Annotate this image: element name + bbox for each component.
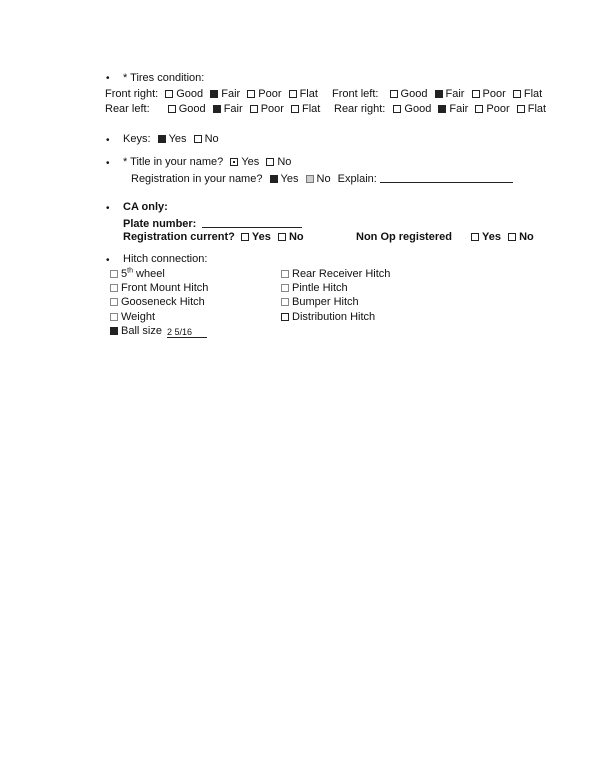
nonop-yes-label: Yes [482,231,501,243]
tires-heading: * Tires condition: [123,72,205,84]
bullet: • [106,135,110,146]
front-right-label: Front right: [105,88,159,100]
keys-no-checkbox[interactable] [194,135,202,143]
weight-label: Weight [121,311,156,323]
title-no-label: No [277,156,292,168]
reg-current-no-label: No [288,231,304,243]
rear-left-fair-checkbox[interactable] [213,105,221,113]
title-yes-checkbox[interactable] [230,158,238,166]
front-left-fair-checkbox[interactable] [435,90,443,98]
rear-receiver-checkbox[interactable] [281,270,289,278]
bumper-checkbox[interactable] [281,298,289,306]
hitch-weight-option[interactable] [110,311,155,324]
distribution-checkbox[interactable] [281,313,289,321]
pintle-checkbox[interactable] [281,284,289,292]
front-left-good-checkbox[interactable] [390,90,398,98]
hitch-distribution-option[interactable] [281,311,375,324]
good-label: Good [178,103,206,115]
rear-left-label: Rear left: [105,103,150,115]
fifth-wheel-sup: th [127,267,133,275]
bumper-label: Bumper Hitch [292,296,359,308]
nonop-label: Non Op registered [356,231,452,243]
ball-size-label: Ball size [121,325,162,337]
front-left-flat-checkbox[interactable] [513,90,521,98]
hitch-rear-receiver-option[interactable] [281,268,390,281]
distribution-label: Distribution Hitch [292,311,376,323]
bullet: • [106,203,110,214]
flat-label: Flat [523,88,543,100]
keys-label: Keys: [123,133,151,145]
fair-label: Fair [449,103,469,115]
flat-label: Flat [527,103,547,115]
flat-label: Flat [302,103,321,115]
ca-heading: CA only: [123,201,168,213]
hitch-heading: Hitch connection: [123,253,208,265]
reg-current-no-checkbox[interactable] [278,233,286,241]
reg-current-yes-label: Yes [251,231,271,243]
title-yes-label: Yes [241,156,260,168]
fair-label: Fair [445,88,465,100]
good-label: Good [404,103,432,115]
hitch-bumper-option[interactable] [281,296,359,309]
plate-label: Plate number: [123,218,197,230]
poor-label: Poor [482,88,506,100]
bullet: • [106,158,110,169]
front-left-label: Front left: [332,88,379,100]
title-no-checkbox[interactable] [266,158,274,166]
front-left-poor-checkbox[interactable] [472,90,480,98]
keys-row [123,133,219,146]
hitch-ball-size-option[interactable] [110,325,207,338]
gooseneck-label: Gooseneck Hitch [121,296,205,308]
weight-checkbox[interactable] [110,313,118,321]
title-label: * Title in your name? [123,156,224,168]
bullet: • [106,73,110,84]
rear-left-good-checkbox[interactable] [168,105,176,113]
registration-yes-label: Yes [280,173,299,185]
rear-left-flat-checkbox[interactable] [291,105,299,113]
front-right-fair-checkbox[interactable] [210,90,218,98]
poor-label: Poor [486,103,510,115]
tires-rear-right-row [334,103,550,116]
nonop-yes-checkbox[interactable] [471,233,479,241]
good-label: Good [176,88,204,100]
nonop-no-checkbox[interactable] [508,233,516,241]
rear-right-poor-checkbox[interactable] [475,105,483,113]
rear-right-good-checkbox[interactable] [393,105,401,113]
keys-no-label: No [204,133,219,145]
rear-right-label: Rear right: [334,103,386,115]
bullet: • [106,255,110,266]
front-right-poor-checkbox[interactable] [247,90,255,98]
ball-size-field[interactable]: 2 5/16 [167,326,207,338]
nonop-row [356,231,534,244]
gooseneck-checkbox[interactable] [110,298,118,306]
fifth-wheel-number: 5 [121,268,128,280]
rear-right-fair-checkbox[interactable] [438,105,446,113]
reg-current-yes-checkbox[interactable] [241,233,249,241]
reg-current-row [123,231,304,244]
registration-no-checkbox[interactable] [306,175,314,183]
hitch-gooseneck-option[interactable] [110,296,205,309]
fifth-wheel-checkbox[interactable] [110,270,118,278]
flat-label: Flat [299,88,318,100]
explain-label: Explain: [337,173,377,185]
rear-left-poor-checkbox[interactable] [250,105,258,113]
front-right-good-checkbox[interactable] [165,90,173,98]
good-label: Good [400,88,428,100]
tires-rear-left-row [105,103,324,116]
tires-front-left-row [332,88,546,101]
poor-label: Poor [260,103,284,115]
front-right-flat-checkbox[interactable] [289,90,297,98]
hitch-fifth-wheel-option[interactable] [110,268,165,281]
fifth-wheel-label: wheel [132,268,165,280]
rear-right-flat-checkbox[interactable] [517,105,525,113]
registration-label: Registration in your name? [131,173,263,185]
nonop-no-label: No [519,231,534,243]
front-mount-checkbox[interactable] [110,284,118,292]
ball-size-checkbox[interactable] [110,327,118,335]
hitch-front-mount-option[interactable] [110,282,208,295]
registration-row [131,171,513,186]
front-mount-label: Front Mount Hitch [121,282,209,294]
rear-receiver-label: Rear Receiver Hitch [292,268,391,280]
keys-yes-label: Yes [168,133,187,145]
poor-label: Poor [258,88,282,100]
explain-field[interactable] [380,171,513,183]
keys-yes-checkbox[interactable] [158,135,166,143]
reg-current-label: Registration current? [123,231,235,243]
pintle-label: Pintle Hitch [292,282,348,294]
hitch-pintle-option[interactable] [281,282,348,295]
registration-no-label: No [316,173,331,185]
registration-yes-checkbox[interactable] [270,175,278,183]
plate-field[interactable] [202,216,302,228]
tires-front-right-row [105,88,322,101]
title-row [123,156,291,169]
fair-label: Fair [223,103,243,115]
plate-row [123,216,302,231]
fair-label: Fair [221,88,241,100]
